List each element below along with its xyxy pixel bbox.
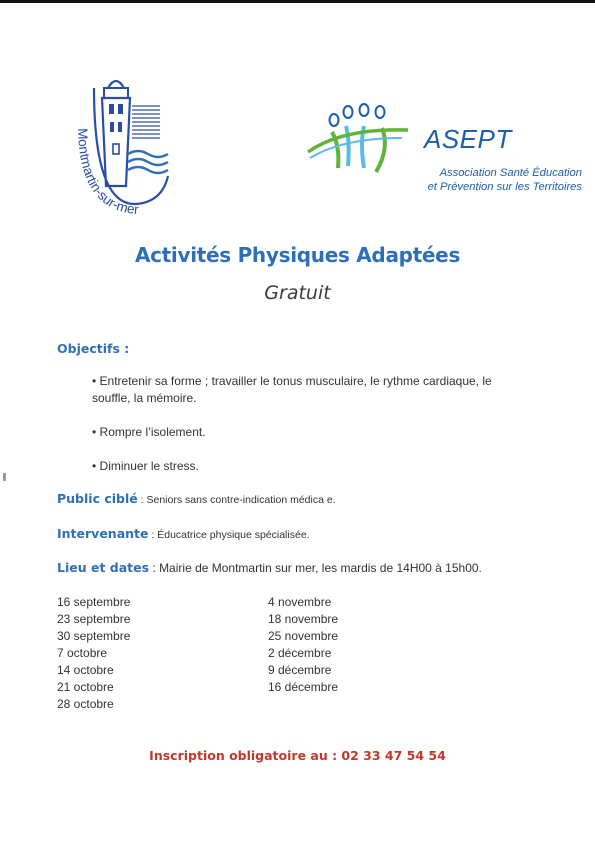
asept-name: ASEPT — [424, 124, 512, 154]
date-item: 23 septembre — [57, 612, 131, 626]
page-title: Activités Physiques Adaptées — [134, 243, 461, 267]
lieu-value: : Mairie de Montmartin sur mer, les mardis de 14H00 à 15h00. — [149, 561, 482, 575]
date-item: 21 octobre — [57, 680, 114, 694]
public-label: Public ciblé — [57, 491, 138, 506]
date-item: 9 décembre — [268, 663, 332, 677]
scan-edge — [0, 0, 595, 3]
dates-column-2 — [268, 594, 338, 696]
asept-tagline-line: Association Santé Éducation — [439, 167, 582, 179]
dates-column-1 — [57, 594, 130, 713]
list-item: • Entretenir sa forme ; travailler le tonus musculaire, le rythme cardiaque, le souffle, la mémoire. — [92, 374, 492, 405]
page-subtitle: Gratuit — [264, 282, 331, 304]
date-item: 25 novembre — [268, 629, 339, 643]
montmartin-logo-text: Montmartin-sur-mer — [74, 127, 140, 218]
montmartin-logo — [64, 66, 204, 226]
asept-tagline-line: et Prévention sur les Territoires — [427, 181, 582, 193]
objectifs-label: Objectifs : — [57, 341, 130, 356]
date-item: 30 septembre — [57, 629, 131, 643]
list-item: • Rompre l’isolement. — [92, 425, 206, 439]
date-item: 2 décembre — [268, 646, 332, 660]
scan-mark — [3, 473, 6, 481]
public-row — [57, 490, 336, 508]
date-item: 18 novembre — [268, 612, 339, 626]
public-value: : Seniors sans contre-indication médica e. — [137, 494, 336, 506]
intervenante-label: Intervenante — [57, 526, 149, 541]
date-item: 14 octobre — [57, 663, 114, 677]
objectifs-list — [92, 373, 532, 492]
lighthouse-icon — [64, 66, 204, 226]
date-item: 28 octobre — [57, 697, 114, 711]
list-item: • Diminuer le stress. — [92, 459, 199, 473]
lieu-row — [57, 559, 482, 577]
asept-tagline — [398, 166, 582, 194]
date-item: 16 décembre — [268, 680, 339, 694]
intervenante-row — [57, 525, 310, 543]
inscription-phone: Inscription obligatoire au : 02 33 47 54 54 — [149, 748, 446, 763]
asept-logo — [302, 98, 584, 198]
date-item: 4 novembre — [268, 595, 332, 609]
date-item: 7 octobre — [57, 646, 108, 660]
date-item: 16 septembre — [57, 595, 131, 609]
intervenante-value: : Éducatrice physique spécialisée. — [148, 529, 310, 541]
lieu-label: Lieu et dates — [57, 560, 150, 575]
